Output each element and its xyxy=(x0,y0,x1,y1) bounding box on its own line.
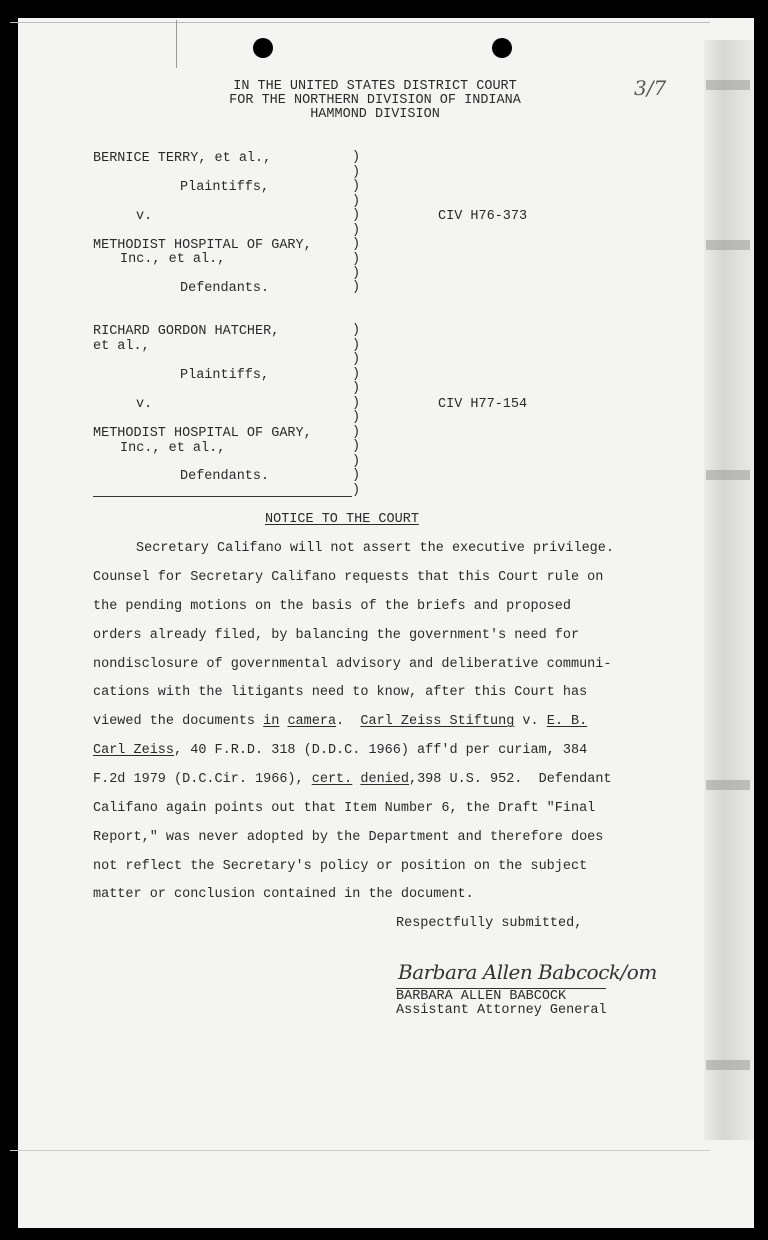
caption-paren: ) xyxy=(352,179,361,194)
case1-case-number: CIV H76-373 xyxy=(438,209,528,224)
case2-defendants-label: Defendants. xyxy=(180,469,270,484)
caption-paren: ) xyxy=(352,223,361,238)
caption-paren: ) xyxy=(352,454,361,469)
caption-rule xyxy=(93,496,352,497)
case1-plaintiffs-label: Plaintiffs, xyxy=(180,180,270,195)
scan-bottom-line xyxy=(10,1150,710,1151)
body-line-12: not reflect the Secretary's policy or position on the subject xyxy=(93,859,588,874)
punch-hole xyxy=(253,38,273,58)
scan-edge-shadow xyxy=(704,40,754,1140)
case2-versus: v. xyxy=(136,397,153,412)
body-line-2: Counsel for Secretary Califano requests that this Court rule on xyxy=(93,570,604,585)
case1-versus: v. xyxy=(136,209,153,224)
caption-paren: ) xyxy=(352,367,361,382)
scan-top-line xyxy=(10,22,710,23)
case1-defendants-label: Defendants. xyxy=(180,281,270,296)
court-header-line-2: FOR THE NORTHERN DIVISION OF INDIANA xyxy=(229,93,521,108)
court-header-line-3: HAMMOND DIVISION xyxy=(310,107,440,122)
caption-paren: ) xyxy=(352,280,361,295)
signer-name: BARBARA ALLEN BABCOCK xyxy=(396,989,567,1004)
caption-paren: ) xyxy=(352,396,361,411)
case2-plaintiff-line1: RICHARD GORDON HATCHER, xyxy=(93,324,280,339)
caption-paren: ) xyxy=(352,483,361,498)
body-line-4: orders already filed, by balancing the government's need for xyxy=(93,628,580,643)
case1-plaintiff: BERNICE TERRY, et al., xyxy=(93,151,272,166)
scan-artifact xyxy=(706,240,750,250)
handwritten-mark: 3/7 xyxy=(634,76,667,100)
caption-paren: ) xyxy=(352,352,361,367)
punch-hole xyxy=(492,38,512,58)
caption-paren: ) xyxy=(352,237,361,252)
case2-case-number: CIV H77-154 xyxy=(438,397,528,412)
scan-artifact xyxy=(706,80,750,90)
closing: Respectfully submitted, xyxy=(396,916,583,931)
signer-title: Assistant Attorney General xyxy=(396,1003,607,1018)
case2-plaintiffs-label: Plaintiffs, xyxy=(180,368,270,383)
case1-defendant-line1: METHODIST HOSPITAL OF GARY, xyxy=(93,238,312,253)
caption-paren: ) xyxy=(352,338,361,353)
body-line-9: F.2d 1979 (D.C.Cir. 1966), cert. denied,398 U.S. 952. Defendant xyxy=(93,772,612,787)
court-header-line-1: IN THE UNITED STATES DISTRICT COURT xyxy=(233,79,517,94)
caption-paren: ) xyxy=(352,266,361,281)
body-line-5: nondisclosure of governmental advisory and deliberative communi- xyxy=(93,657,612,672)
body-line-6: cations with the litigants need to know, after this Court has xyxy=(93,685,588,700)
body-line-3: the pending motions on the basis of the briefs and proposed xyxy=(93,599,571,614)
body-line-10: Califano again points out that Item Number 6, the Draft "Final xyxy=(93,801,596,816)
caption-paren: ) xyxy=(352,323,361,338)
handwritten-signature: Barbara Allen Babcock/om xyxy=(398,960,657,984)
body-line-13: matter or conclusion contained in the document. xyxy=(93,887,474,902)
notice-title: NOTICE TO THE COURT xyxy=(265,512,419,527)
scan-artifact xyxy=(706,780,750,790)
caption-paren: ) xyxy=(352,208,361,223)
caption-paren: ) xyxy=(352,381,361,396)
scan-artifact xyxy=(706,470,750,480)
caption-paren: ) xyxy=(352,468,361,483)
case1-defendant-line2: Inc., et al., xyxy=(120,252,226,267)
body-line-11: Report," was never adopted by the Department and therefore does xyxy=(93,830,604,845)
scan-fold-line xyxy=(176,20,177,68)
caption-paren: ) xyxy=(352,425,361,440)
body-line-7: viewed the documents in camera. Carl Zeiss Stiftung v. E. B. xyxy=(93,714,588,729)
caption-paren: ) xyxy=(352,439,361,454)
document-page xyxy=(18,18,754,1228)
case2-plaintiff-line2: et al., xyxy=(93,339,150,354)
body-line-1: Secretary Califano will not assert the executive privilege. xyxy=(136,541,614,556)
caption-paren: ) xyxy=(352,252,361,267)
body-line-8: Carl Zeiss, 40 F.R.D. 318 (D.D.C. 1966) aff'd per curiam, 384 xyxy=(93,743,588,758)
caption-paren: ) xyxy=(352,194,361,209)
case2-defendant-line1: METHODIST HOSPITAL OF GARY, xyxy=(93,426,312,441)
case2-defendant-line2: Inc., et al., xyxy=(120,441,226,456)
scan-artifact xyxy=(706,1060,750,1070)
caption-paren: ) xyxy=(352,150,361,165)
caption-paren: ) xyxy=(352,165,361,180)
caption-paren: ) xyxy=(352,410,361,425)
